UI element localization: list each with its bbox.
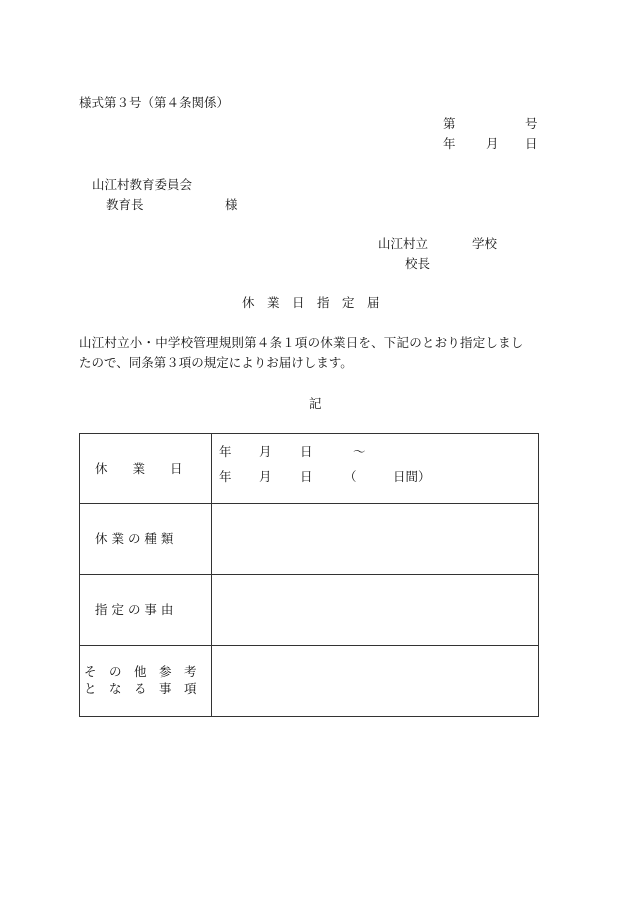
row-label-reason: 指 定 の 事 由 [95,602,174,617]
end-year: 年 [219,469,232,484]
ki-label: 記 [309,396,322,411]
reason-value-cell[interactable] [212,575,539,646]
holiday-value-cell[interactable] [212,434,539,504]
form-label: 様式第３号（第４条関係） [79,95,230,110]
start-month: 月 [259,444,272,459]
date-day: 日 [525,136,538,151]
tilde: 〜 [353,444,366,459]
addressee-title: 教育長 [106,197,144,212]
number-suffix: 号 [525,116,538,131]
form-table [79,433,539,717]
document-title: 休 業 日 指 定 届 [242,295,380,310]
end-day: 日 [300,469,313,484]
addressee-organization: 山江村教育委員会 [92,177,193,192]
sender-school-prefix: 山江村立 [378,236,429,251]
date-month: 月 [486,136,499,151]
row-label-holiday: 休 業 日 [95,461,183,476]
addressee-honorific: 様 [225,197,238,212]
sender-principal: 校長 [405,256,431,271]
start-year: 年 [219,444,232,459]
body-line-2: たので、同条第３項の規定によりお届けします。 [79,355,353,370]
label-cell [80,504,212,575]
paren-open: （ [344,469,357,484]
type-value-cell[interactable] [212,504,539,575]
number-prefix: 第 [443,116,456,131]
other-value-cell[interactable] [212,646,539,717]
start-day: 日 [300,444,313,459]
table-row [80,504,539,575]
row-label-other-2: と な る 事 項 [84,681,197,696]
table-row [80,575,539,646]
date-year: 年 [443,136,456,151]
label-cell [80,575,212,646]
label-cell [80,646,212,717]
row-label-other-1: そ の 他 参 考 [84,664,197,679]
table-row [80,646,539,717]
days-count: 日間） [393,469,431,484]
end-month: 月 [259,469,272,484]
label-cell [80,434,212,504]
sender-school-suffix: 学校 [472,236,498,251]
table-row [80,434,539,504]
body-line-1: 山江村立小・中学校管理規則第４条１項の休業日を、下記のとおり指定しまし [79,335,524,350]
row-label-type: 休 業 の 種 類 [95,531,174,546]
